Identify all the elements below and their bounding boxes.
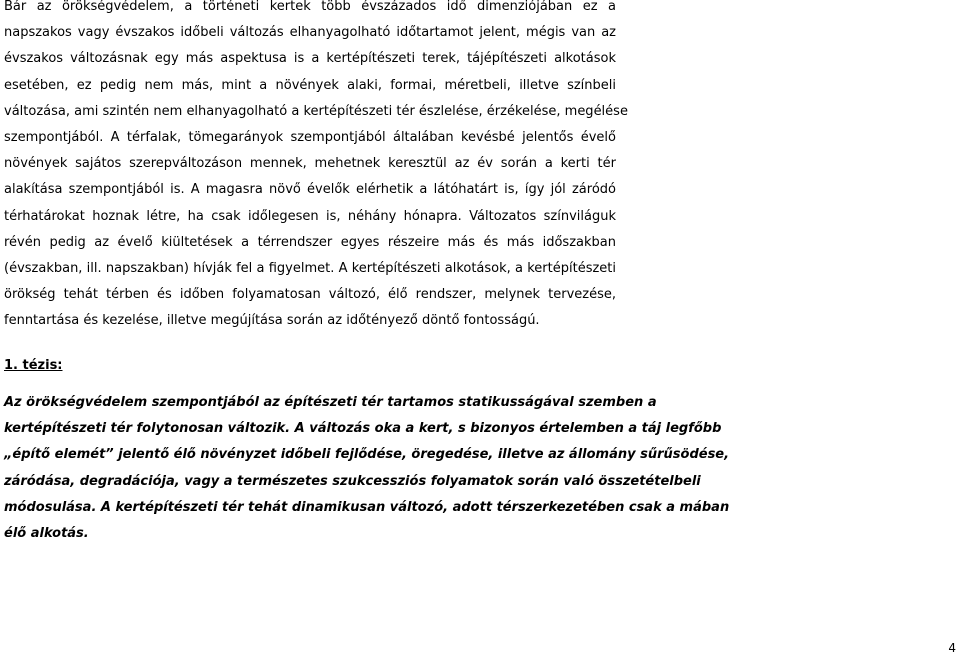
thesis-line: módosulása. A kertépítészeti tér tehát dinamikusan változó, adott térszerkezetében csak a mában xyxy=(4,499,730,515)
paragraph-line: esetében, ez pedig nem más, mint a növények alaki, formai, méretbeli, illetve színbeli xyxy=(4,77,616,93)
thesis-paragraph xyxy=(4,390,730,547)
paragraph-line: (évszakban, ill. napszakban) hívják fel a figyelmet. A kertépítészeti alkotások, a kertépítészeti xyxy=(4,261,616,277)
paragraph-line: napszakos vagy évszakos időbeli változás elhanyagolható időtartamot jelent, mégis van az xyxy=(4,25,616,41)
paragraph-line: alakítása szempontjából is. A magasra növő évelők elérhetik a látóhatárt is, így jól záródó xyxy=(4,182,616,198)
page-number: 4 xyxy=(948,641,956,655)
thesis-heading: 1. tézis: xyxy=(4,358,63,373)
thesis-line: Az örökségvédelem szempontjából az építészeti tér tartamos statikusságával szemben a xyxy=(4,395,657,410)
thesis-line: élő alkotás. xyxy=(4,526,89,542)
thesis-line: záródása, degradációja, vagy a természetes szukcessziós folyamatok során való összetételbeli xyxy=(4,473,701,489)
paragraph-line: növények sajátos szerepváltozáson mennek, mehetnek keresztül az év során a kerti tér xyxy=(4,156,616,172)
paragraph-line: változása, ami szintén nem elhanyagolható a kertépítészeti tér észlelése, érzékelése, megélése xyxy=(4,103,628,119)
thesis-line: kertépítészeti tér folytonosan változik. A változás oka a kert, s bizonyos értelemben a táj legfőbb xyxy=(4,421,722,437)
paragraph-line: térhatárokat hoznak létre, ha csak időlegesen is, néhány hónapra. Változatos színviláguk xyxy=(4,208,616,224)
paragraph-line: révén pedig az évelő kiültetések a térrendszer egyes részeire más és más időszakban xyxy=(4,234,616,250)
paragraph-line: Bár az örökségvédelem, a történeti kertek több évszázados idő dimenziójában ez a xyxy=(4,0,616,14)
body-paragraph xyxy=(4,0,628,335)
paragraph-line: szempontjából. A térfalak, tömegarányok szempontjából általában kevésbé jelentős évelő xyxy=(4,130,616,146)
paragraph-line: fenntartása és kezelése, illetve megújítása során az időtényező döntő fontosságú. xyxy=(4,313,540,329)
paragraph-line: örökség tehát térben és időben folyamatosan változó, élő rendszer, melynek tervezése, xyxy=(4,287,616,303)
thesis-line: „építő elemét” jelentő élő növényzet időbeli fejlődése, öregedése, illetve az állomány sűrűsödése, xyxy=(4,447,730,463)
paragraph-line: évszakos változásnak egy más aspektusa is a kertépítészeti terek, tájépítészeti alkotások xyxy=(4,51,616,67)
